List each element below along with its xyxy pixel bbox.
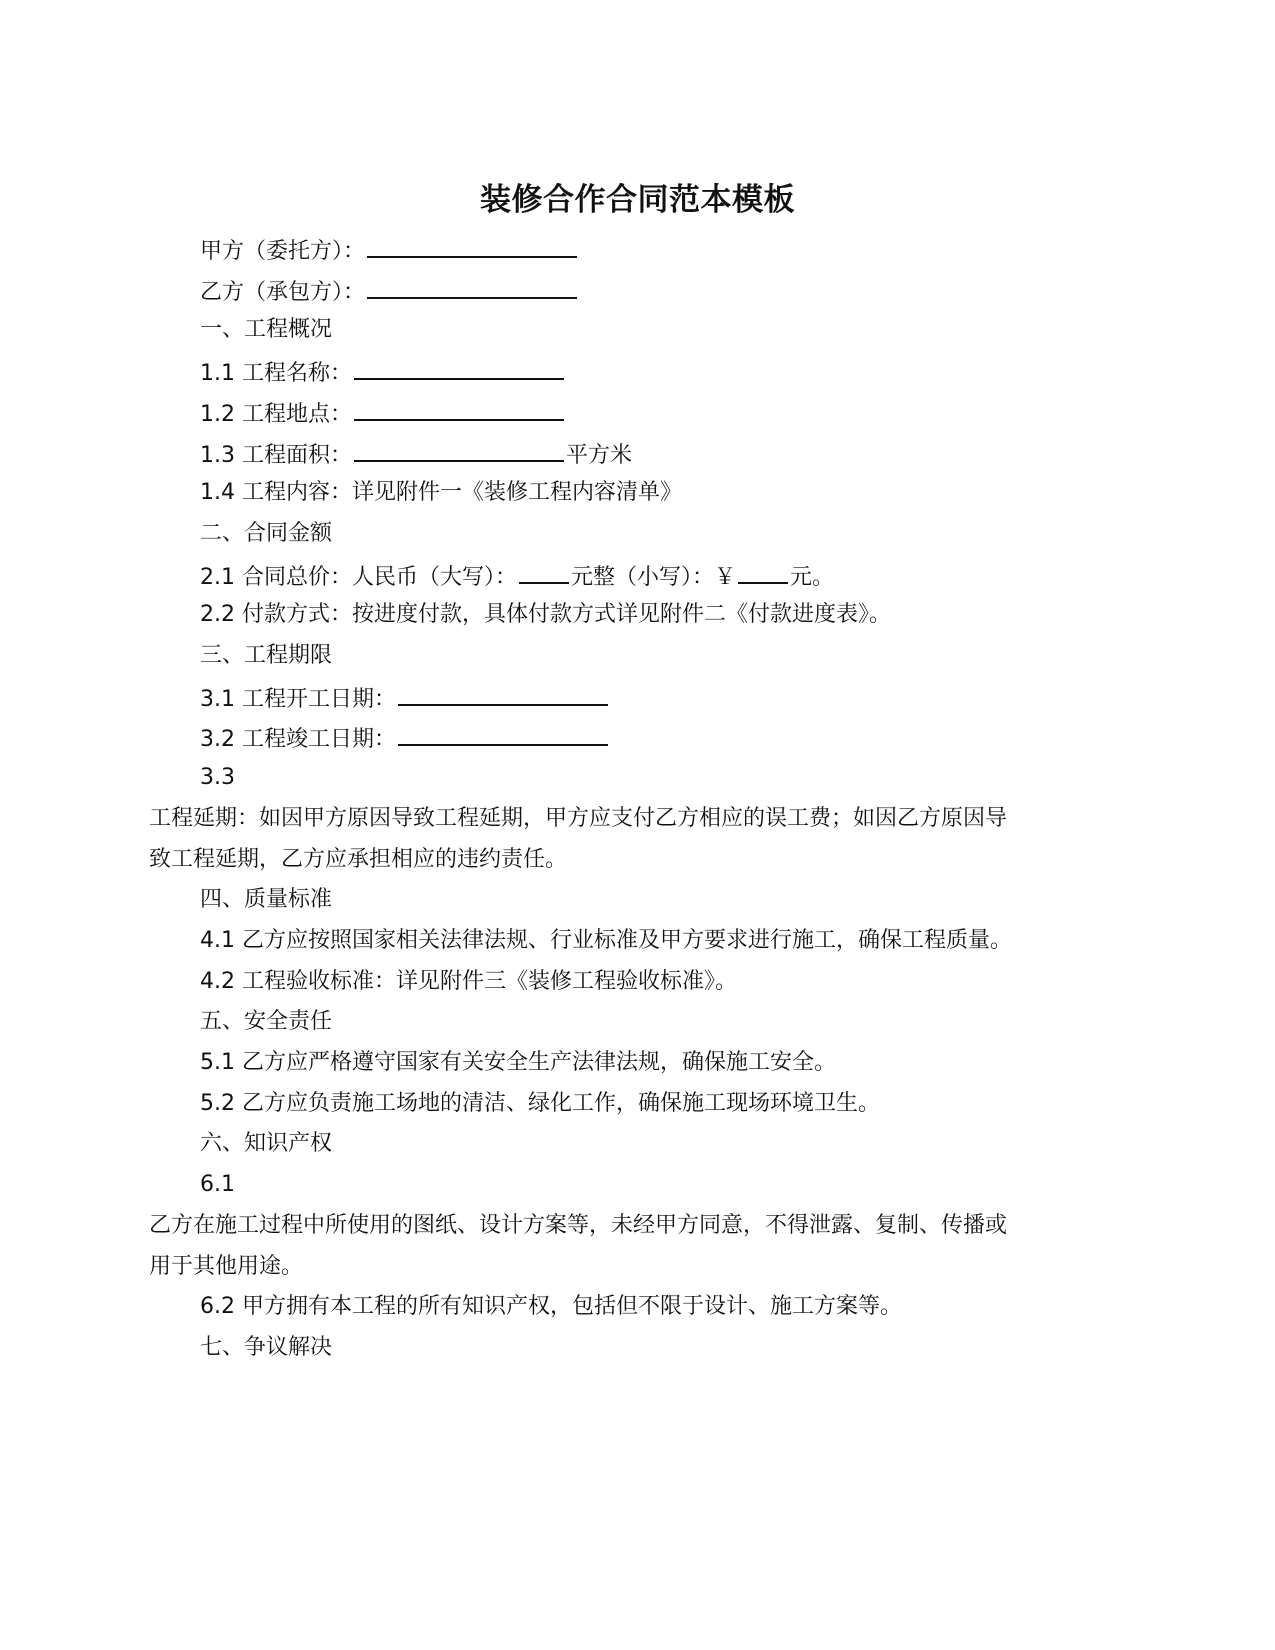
- line-text: 元整（小写）：￥: [570, 564, 736, 590]
- line-text: 五、安全责任: [200, 1009, 333, 1035]
- line-text: 六、知识产权: [200, 1131, 333, 1157]
- line-text: 1.2 工程地点：: [200, 401, 352, 427]
- document-line: [200, 763, 235, 793]
- line-text: 2.1 合同总价：人民币（大写）：: [200, 564, 517, 590]
- line-text: 乙方在施工过程中所使用的图纸、设计方案等，未经甲方同意，不得泄露、复制、传播或: [149, 1212, 1008, 1238]
- document-line: [200, 722, 610, 755]
- line-text: 5.1 乙方应严格遵守国家有关安全生产法律法规，确保施工安全。: [200, 1050, 836, 1075]
- line-text: 2.2 付款方式：按进度付款，具体付款方式详见附件二《付款进度表》。: [200, 602, 891, 628]
- line-text: 1.4 工程内容：详见附件一《装修工程内容清单》: [200, 480, 682, 506]
- line-text: 致工程延期，乙方应承担相应的违约责任。: [149, 846, 568, 872]
- fill-in-blank[interactable]: [398, 682, 608, 706]
- line-text: 用于其他用途。: [149, 1253, 304, 1279]
- line-text: 5.2 乙方应负责施工场地的清洁、绿化工作，确保施工现场环境卫生。: [200, 1090, 880, 1116]
- fill-in-blank[interactable]: [354, 397, 564, 421]
- document-line: [200, 275, 579, 308]
- line-text: 4.1 乙方应按照国家相关法律法规、行业标准及甲方要求进行施工，确保工程质量。: [200, 927, 1012, 953]
- line-text: 工程延期：如因甲方原因导致工程延期，甲方应支付乙方相应的误工费；如因乙方原因导: [149, 805, 1008, 831]
- document-line: [200, 478, 682, 508]
- line-text: 1.1 工程名称：: [200, 361, 352, 387]
- line-text: 4.2 工程验收标准：详见附件三《装修工程验收标准》。: [200, 968, 737, 994]
- fill-in-blank[interactable]: [354, 356, 564, 380]
- line-text: 6.2 甲方拥有本工程的所有知识产权，包括但不限于设计、施工方案等。: [200, 1294, 902, 1320]
- line-text: 元。: [790, 564, 835, 590]
- fill-in-blank[interactable]: [367, 275, 577, 299]
- line-text: 3.2 工程竣工日期：: [200, 727, 396, 753]
- fill-in-blank[interactable]: [398, 722, 608, 746]
- document-line: [149, 1252, 303, 1282]
- document-title: 装修合作合同范本模板: [480, 182, 795, 218]
- document-line: [200, 600, 891, 630]
- document-line: [200, 1089, 880, 1119]
- line-text: 乙方（承包方）：: [200, 279, 366, 305]
- document-line: [200, 1129, 332, 1159]
- line-text: 1.3 工程面积：: [200, 442, 352, 468]
- line-text: 甲方（委托方）：: [200, 239, 366, 264]
- document-line: [200, 1292, 902, 1322]
- line-text: 四、质量标准: [200, 887, 333, 913]
- line-text: 二、合同金额: [200, 520, 333, 546]
- line-text: 6.1: [200, 1172, 235, 1198]
- fill-in-blank[interactable]: [354, 438, 564, 462]
- document-line: [200, 641, 332, 671]
- document-line: [200, 1007, 332, 1037]
- line-text: 3.3: [200, 765, 235, 791]
- document-line: [200, 1333, 332, 1363]
- line-text: 三、工程期限: [200, 643, 333, 668]
- line-text: 一、工程概况: [200, 317, 333, 343]
- document-line: [200, 926, 1012, 956]
- document-line: [149, 1211, 1007, 1241]
- document-line: [200, 356, 566, 389]
- document-line: [200, 885, 332, 915]
- fill-in-blank[interactable]: [519, 560, 569, 584]
- line-text: 七、争议解决: [200, 1334, 333, 1360]
- document-line: [200, 682, 610, 715]
- document-line: [200, 1048, 836, 1078]
- fill-in-blank[interactable]: [738, 560, 788, 584]
- fill-in-blank[interactable]: [367, 234, 577, 258]
- document-line: [200, 560, 834, 593]
- document-line: [200, 234, 579, 267]
- line-text: 3.1 工程开工日期：: [200, 686, 396, 712]
- document-line: [200, 438, 632, 471]
- document-line: [200, 519, 332, 549]
- document-line: [200, 315, 332, 345]
- document-line: [200, 397, 566, 430]
- line-text: 平方米: [565, 442, 632, 468]
- document-line: [149, 804, 1007, 834]
- document-line: [200, 1170, 235, 1200]
- document-line: [149, 845, 567, 875]
- document-line: [200, 967, 737, 997]
